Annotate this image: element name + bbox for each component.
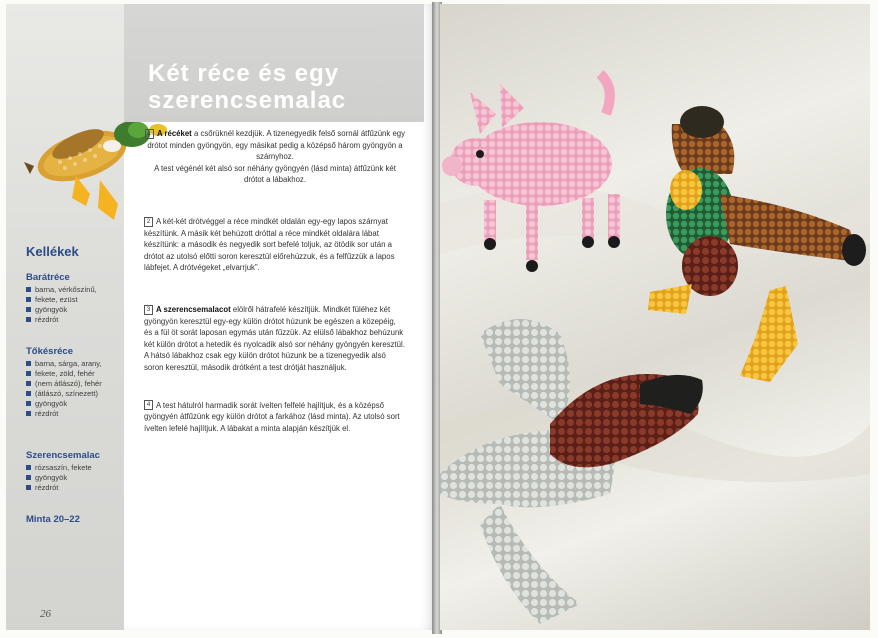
supply-item-continued: (nem átlászó), fehér: [26, 379, 122, 389]
supply-section-barat: [26, 272, 122, 325]
page-title-line1: Két réce és egy: [148, 60, 340, 87]
supply-title: Barátréce: [26, 272, 70, 283]
numbered-square-icon: 4: [144, 400, 153, 410]
right-page-photo: [440, 4, 870, 630]
mallard-figure: [648, 106, 866, 382]
supply-item: rézdrót: [26, 315, 122, 325]
materials-heading: Kellékek: [26, 244, 79, 259]
numbered-square-icon: 3: [144, 305, 153, 315]
pattern-reference: Minta 20–22: [26, 514, 80, 525]
page-title: [148, 60, 388, 114]
step-1-text-2: A test végénél két alsó sor néhány gyöngyén (lásd minta) átfűzünk két drótot a lábakhoz.: [154, 163, 396, 185]
supply-item-continued: gyöngyök: [26, 399, 122, 409]
supply-item: barna, sárga, arany,: [26, 359, 122, 369]
numbered-square-icon: 1: [145, 129, 154, 139]
supply-item: rózsaszín, fekete: [26, 463, 122, 473]
step-4-paragraph: [144, 400, 406, 435]
supply-item-continued: gyöngyök: [26, 473, 122, 483]
supply-item-continued: fekete, ezüst: [26, 295, 122, 305]
step-3-text: elölről hátrafelé készítjük. Mindkét füléhez két gyöngyön keresztül egy-egy külön drótot húzunk be egészen a közepéig, és a fül öt sorát laposan egymás után fűzzük. Az elülső lábakhoz behúzunk két külön drótot a hetedik és nyolcadik alsó sor néhány gyöngyén keresztül. A hátsó lábakhoz csak egy külön drótot húzunk be a tizenegyedik alsó soron keresztül, második drótként a test drótját használjuk.: [144, 304, 405, 372]
left-page: [6, 4, 436, 630]
supply-title: Szerencsemalac: [26, 450, 100, 461]
step-3-paragraph: [144, 304, 406, 374]
page-number: 26: [40, 608, 51, 620]
step-2-text: A két-két drótvéggel a réce mindkét oldalán egy-egy lapos szárnyat készítünk. A másik két behúzott dróttal a réce mindkét oldalára lábat készítünk: a második és negyedik sort befelé toljuk, az ötödik sor után a drótot az utolsó előtti soron keresztül előrehúzzuk, és a felfűzzük a lapos lábfejet. A drótvégeket „elvarrjuk”.: [144, 216, 395, 273]
supply-item-continued: gyöngyök: [26, 305, 122, 315]
supply-item: rézdrót: [26, 409, 122, 419]
supply-section-tokes: [26, 346, 122, 419]
step-1-text: a csőrüknél kezdjük. A tizenegyedik felső sornál átfűzünk egy drótot minden gyöngyön, egy másikat pedig a középső három gyöngyön a szárnyhoz.: [147, 129, 406, 162]
supply-item: rézdrót: [26, 483, 122, 493]
supply-title: Tőkésréce: [26, 346, 74, 357]
step-1-bold: A récéket: [156, 129, 192, 138]
supply-item-continued: fekete, zöld, fehér: [26, 369, 122, 379]
step-3-bold: A szerencsemalacot: [156, 304, 231, 314]
step-4-text: A test hátulról harmadik sorát ívelten felfelé hajlítjuk, és a középső gyöngyén átfűzünk egy külön drótot a farkához (lásd minta). Az utolsó sort ívelten lefelé hajlítjuk. A lábakat a minta alapján készítjük el.: [144, 400, 400, 433]
beaded-animals-photo: [440, 4, 870, 630]
step-1-paragraph: [144, 128, 406, 186]
page-title-line2: szerencsemalac: [148, 87, 347, 114]
numbered-square-icon: 2: [144, 217, 153, 227]
step-2-paragraph: [144, 216, 406, 274]
supply-item-continued: (átlászó, színezett): [26, 389, 122, 399]
supply-item: barna, vérkőszínű,: [26, 285, 122, 295]
supply-section-malac: [26, 450, 122, 493]
instructions-text: [144, 128, 406, 448]
